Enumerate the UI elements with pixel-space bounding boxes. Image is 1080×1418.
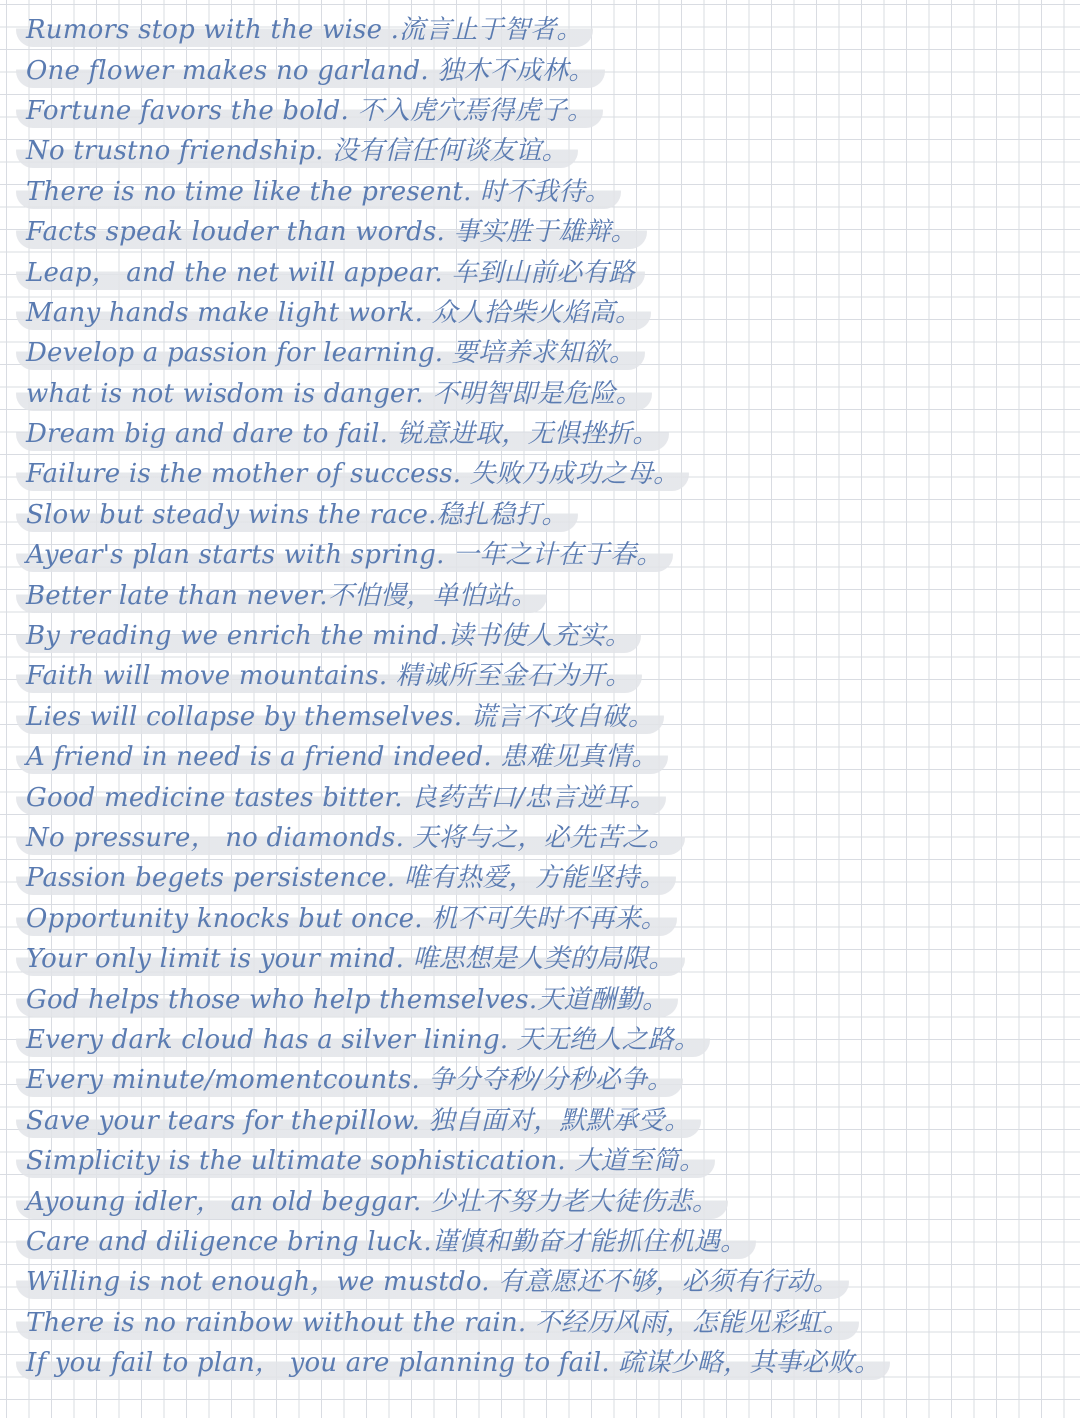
proverb-line [16, 777, 1066, 817]
proverb-line [16, 495, 1066, 535]
proverb-text: A friend in need is a friend indeed. 患难见真情。 [16, 740, 668, 774]
proverb-text: Care and diligence bring luck.谨慎和勤奋才能抓住机遇。 [16, 1225, 756, 1259]
proverb-line [16, 1343, 1066, 1383]
proverb-text: There is no time like the present. 时不我待。 [16, 175, 621, 209]
proverb-text: Dream big and dare to fail. 锐意进取，无惧挫折。 [16, 417, 669, 451]
proverb-line [16, 899, 1066, 939]
proverb-line [16, 616, 1066, 656]
proverb-text: Facts speak louder than words. 事实胜于雄辩。 [16, 215, 647, 249]
proverb-line [16, 1060, 1066, 1100]
proverb-text: No pressure， no diamonds. 天将与之，必先苦之。 [16, 821, 685, 855]
proverb-text: Willing is not enough，we mustdo. 有意愿还不够，必须有行动。 [16, 1265, 849, 1299]
proverb-line [16, 1181, 1066, 1221]
proverb-line [16, 333, 1066, 373]
proverb-text: Opportunity knocks but once. 机不可失时不再来。 [16, 902, 677, 936]
proverb-line [16, 858, 1066, 898]
proverb-line [16, 50, 1066, 90]
proverb-line [16, 1222, 1066, 1262]
proverb-text: Good medicine tastes bitter. 良药苦口/忠言逆耳。 [16, 781, 666, 815]
proverb-line [16, 414, 1066, 454]
proverb-text: Ayoung idler， an old beggar. 少壮不努力老大徒伤悲。 [16, 1185, 728, 1219]
proverb-line [16, 535, 1066, 575]
proverb-text: Leap， and the net will appear. 车到山前必有路 [16, 256, 645, 290]
proverb-text: No trustno friendship. 没有信任何谈友谊。 [16, 134, 578, 168]
proverb-line [16, 1141, 1066, 1181]
proverb-line [16, 575, 1066, 615]
proverb-text: Faith will move mountains. 精诚所至金石为开。 [16, 659, 642, 693]
proverb-line [16, 737, 1066, 777]
proverb-text: Passion begets persistence. 唯有热爱，方能坚持。 [16, 861, 676, 895]
proverb-text: There is no rainbow without the rain. 不经历风雨，怎能见彩虹。 [16, 1306, 859, 1340]
proverb-line [16, 454, 1066, 494]
proverb-line [16, 172, 1066, 212]
handwritten-note-page [16, 10, 1066, 1383]
proverb-text: Every dark cloud has a silver lining. 天无绝人之路。 [16, 1023, 710, 1057]
proverb-text: Fortune favors the bold. 不入虎穴焉得虎子。 [16, 94, 603, 128]
proverb-line [16, 818, 1066, 858]
proverb-line [16, 697, 1066, 737]
proverb-line [16, 374, 1066, 414]
proverb-line [16, 10, 1066, 50]
proverb-line [16, 656, 1066, 696]
proverb-text: Many hands make light work. 众人拾柴火焰高。 [16, 296, 651, 330]
proverb-text: Develop a passion for learning. 要培养求知欲。 [16, 336, 645, 370]
proverb-line [16, 939, 1066, 979]
proverb-line [16, 293, 1066, 333]
proverb-text: God helps those who help themselves.天道酬勤。 [16, 983, 678, 1017]
proverb-line [16, 252, 1066, 292]
proverb-text: If you fail to plan， you are planning to fail. 疏谋少略，其事必败。 [16, 1346, 890, 1380]
proverb-line [16, 1101, 1066, 1141]
proverb-text: Rumors stop with the wise .流言止于智者。 [16, 13, 593, 47]
proverb-line [16, 1262, 1066, 1302]
proverb-text: what is not wisdom is danger. 不明智即是危险。 [16, 377, 652, 411]
proverb-line [16, 131, 1066, 171]
proverb-text: Save your tears for thepillow. 独自面对，默默承受。 [16, 1104, 701, 1138]
proverb-text: One flower makes no garland. 独木不成林。 [16, 54, 605, 88]
proverb-line [16, 212, 1066, 252]
proverb-text: By reading we enrich the mind.读书使人充实。 [16, 619, 641, 653]
proverb-text: Simplicity is the ultimate sophistication. 大道至简。 [16, 1144, 715, 1178]
proverb-line [16, 1020, 1066, 1060]
proverb-text: Ayear's plan starts with spring. 一年之计在于春。 [16, 538, 673, 572]
proverb-text: Failure is the mother of success. 失败乃成功之母。 [16, 457, 689, 491]
proverb-text: Slow but steady wins the race.稳扎稳打。 [16, 498, 578, 532]
proverb-text: Better late than never.不怕慢，单怕站。 [16, 579, 547, 613]
proverb-line [16, 1303, 1066, 1343]
proverb-text: Your only limit is your mind. 唯思想是人类的局限。 [16, 942, 685, 976]
proverb-line [16, 91, 1066, 131]
proverb-line [16, 979, 1066, 1019]
proverb-text: Every minute/momentcounts. 争分夺秒/分秒必争。 [16, 1063, 683, 1097]
proverb-text: Lies will collapse by themselves. 谎言不攻自破。 [16, 700, 664, 734]
